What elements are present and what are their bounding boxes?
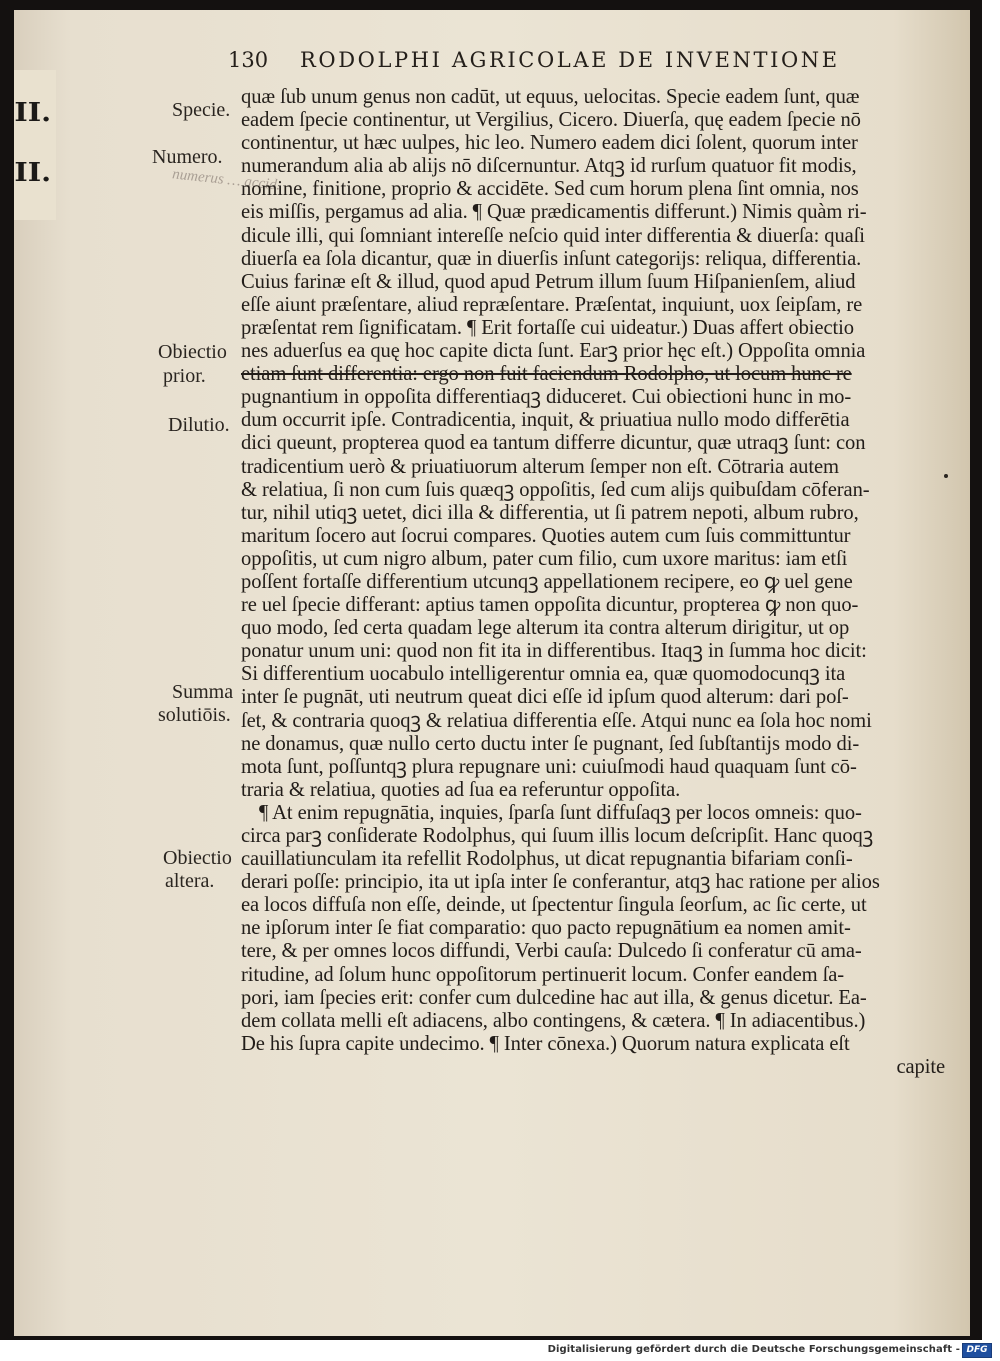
- text-line: & relatiua, ſi non cum ſuis quæqꝫ oppoſitis, ſed cum alijs quibuſdam cōferan-: [241, 478, 870, 501]
- text-line: ponatur unum uni: quod non fit ita in differentibus. Itaqꝫ in ſumma hoc dicit:: [241, 640, 867, 663]
- text-line: dici queunt, propterea quod ea tantum differre dicuntur, quæ utraqꝫ ſunt: con: [241, 432, 866, 455]
- text-line: quæ ſub unum genus non cadūt, ut equus, uelocitas. Specie eadem ſunt, quæ: [241, 86, 860, 108]
- body-text: [241, 86, 953, 1079]
- text-line: tradicentium uerò & priuatiuorum alterum ſemper non eſt. Cōtraria autem: [241, 455, 839, 478]
- text-line: De his ſupra capite undecimo. ¶ Inter cōnexa.) Quorum natura explicata eſt: [241, 1032, 850, 1055]
- text-line: tur, nihil utiqꝫ uetet, dici illa & differentia, ut ſi patrem nepoti, album rubro,: [241, 501, 859, 524]
- text-line: diuerſa ea ſola dicantur, quæ in diuerſis inſunt categorijs: reliqua, differentia.: [241, 247, 862, 270]
- text-line: dum occurrit ipſe. Contradicentia, inquit, & priuatiua nullo modo differētia: [241, 409, 850, 432]
- text-line: eis miſſis, pergamus ad alia. ¶ Quæ prædicamentis differunt.) Nimis quàm ri-: [241, 201, 867, 224]
- text-line: ritudine, ad ſolum hunc oppoſitorum pertinuerit locum. Confer eandem ſa-: [241, 963, 845, 986]
- previous-page-edge: [14, 70, 56, 220]
- text-line: ſet, & contraria quoqꝫ & relatiua differentia eſſe. Atqui nunc ea ſola hoc nomi: [241, 709, 872, 732]
- margin-note: prior.: [163, 365, 206, 387]
- margin-note: altera.: [165, 870, 215, 892]
- text-line: re uel ſpecie differant: aptius tamen oppoſita dicuntur, propterea ꝙ non quo-: [241, 594, 859, 617]
- text-line: maritum ſocero aut ſocrui compares. Quoties autem cum ſuis committuntur: [241, 524, 851, 547]
- margin-note: Dilutio.: [168, 414, 230, 436]
- text-line: præſentat rem ſignificatam. ¶ Erit fortaſſe cui uideatur.) Duas affert obiectio: [241, 316, 854, 339]
- margin-note: solutiōis.: [158, 704, 231, 726]
- margin-note: Specie.: [172, 99, 231, 121]
- page-number: 130: [228, 48, 269, 72]
- text-line: nes aduerſus ea quę hoc capite dicta ſunt. Earꝫ prior hęc eſt.) Oppoſita omnia: [241, 340, 866, 363]
- text-line: oppoſitis, ut cum nigro album, pater cum filio, cum uxore maritus: iam etſi: [241, 547, 848, 570]
- text-line: quo modo, ſed certa quadam lege alterum ita contra alterum dirigitur, ut op: [241, 617, 850, 640]
- text-line: eadem ſpecie continentur, ut Vergilius, Cicero. Diuerſa, quę eadem ſpecie nō: [241, 109, 861, 132]
- text-line: eſſe aiunt præſentare, aliud repræſentare. Præſentat, inquiunt, uox ſeipſam, re: [241, 293, 863, 316]
- text-line: continentur, ut hæc uulpes, hic leo. Numero eadem dici ſolent, quorum inter: [241, 132, 858, 155]
- funding-credit: Digitalisierung gefördert durch die Deutsche Forschungsgemeinschaft -: [547, 1344, 960, 1355]
- text-line: pugnantium in oppoſita differentiaqꝫ diduceret. Cui obiectioni hunc in mo-: [241, 386, 852, 409]
- text-line: ne donamus, quæ nullo certo ductu inter ſe pugnant, ſed ſubſtantijs modo di-: [241, 732, 860, 755]
- catchword: capite: [896, 1055, 945, 1078]
- footer-bar: [0, 1341, 1000, 1361]
- text-line: ¶ At enim repugnātia, inquies, ſparſa ſunt diffuſaqꝫ per locos omneis: quo-: [259, 801, 862, 824]
- text-line: derari poſſe: principio, ita ut ipſa inter ſe conferantur, atqꝫ hac ratione per alios: [241, 871, 880, 894]
- text-line: dem collata melli eſt adiacens, albo contingens, & cætera. ¶ In adiacentibus.): [241, 1009, 866, 1032]
- text-line: cauillatiunculam ita refellit Rodolphus, ut dicat repugnantia bifariam conſi-: [241, 848, 853, 871]
- ink-dot: [944, 474, 948, 478]
- text-line: nomine, finitione, proprio & accidēte. Sed cum horum plena ſint omnia, nos: [241, 178, 859, 201]
- struck-text-line: etiam ſunt differentia: ergo non fuit faciendum Rodolpho, ut locum hunc re: [241, 363, 852, 386]
- margin-note: Summa: [172, 681, 234, 703]
- text-line: traria & relatiua, quoties ad ſua ea referuntur oppoſita.: [241, 778, 681, 801]
- text-line: dicule illi, qui ſomniant intereſſe neſcio quid inter differentia & diuerſa: quaſi: [241, 224, 865, 247]
- edge-mark: II.: [14, 98, 52, 128]
- text-line: mota ſunt, poſſuntqꝫ plura repugnare uni: cuiuſmodi haud quaquam ſunt cō-: [241, 755, 857, 778]
- margin-note: Numero.: [152, 146, 223, 168]
- text-line: tere, & per omnes locos diffundi, Verbi cauſa: Dulcedo ſi conferatur cū ama-: [241, 940, 862, 963]
- edge-mark: II.: [14, 158, 52, 188]
- handwritten-annotation: numerus … accid.: [171, 166, 282, 194]
- text-line: poſſent fortaſſe differentium utcunqꝫ appellationem recipere, eo ꝙ uel gene: [241, 570, 853, 593]
- text-line: circa parꝫ conſiderate Rodolphus, qui ſuum illis locum deſcripſit. Hanc quoqꝫ: [241, 825, 874, 847]
- margin-note: Obiectio: [163, 847, 232, 869]
- text-line: ea locos diffuſa non eſſe, deinde, ut ſpectentur ſingula ſeorſum, ac ſic certe, ut: [241, 894, 867, 917]
- text-line: numerandum alia ab alijs nō diſcernuntur. Atqꝫ id rurſum quatuor fit modis,: [241, 155, 857, 178]
- margin-note: Obiectio: [158, 341, 227, 363]
- text-line: ne ipſorum inter ſe fiat comparatio: quo pacto repugnātium ea nomen amit-: [241, 917, 851, 940]
- text-line: pori, iam ſpecies erit: confer cum dulcedine hac aut illa, & genus dicetur. Ea-: [241, 986, 867, 1009]
- text-line: Cuius farinæ eſt & illud, quod apud Petrum illum ſuum Hiſpanienſem, aliud: [241, 270, 856, 293]
- text-line: Si differentium uocabulo intelligerentur omnia ea, quæ quomodocunqꝫ ita: [241, 663, 846, 686]
- dfg-logo: DFG: [962, 1343, 992, 1358]
- running-header: RODOLPHI AGRICOLAE DE INVENTIONE: [300, 48, 840, 72]
- text-line: inter ſe pugnāt, uti neutrum queat dici eſſe id ipſum quod alterum: dari poſ-: [241, 686, 849, 709]
